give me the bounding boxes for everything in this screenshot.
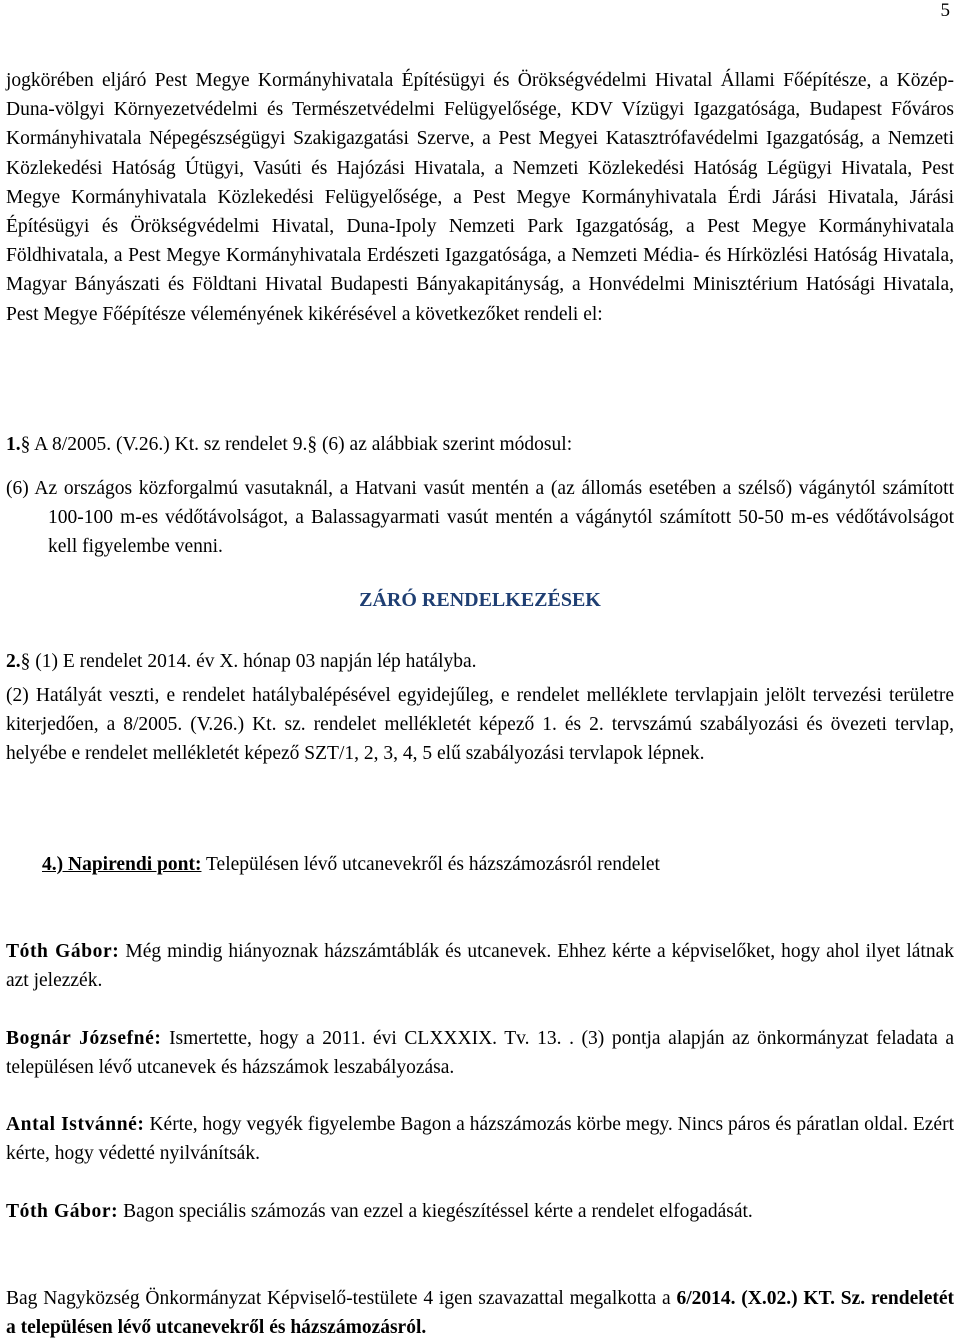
resolution [6,1284,954,1342]
section-2 [6,647,954,676]
section-2-clause-2-text: (2) Hatályát veszti, e rendelet hatálybalépésével egyidejűleg, e rendelet melléklete tervlapjain jelölt tervezési területre kiterjedően, a 8/2005. (V.26.) Kt. sz. rendelet mellékletét képező 1. és 2. tervszámú szabályozási és övezeti tervlap, helyébe e rendelet mellékletét képező SZT/1, 2, 3, 4, 5 elű szabályozási tervlapok lépnek. [6,685,954,765]
statement-4 [6,1197,954,1226]
intro-paragraph [6,66,954,329]
statement-3 [6,1110,954,1168]
section-1-text: § A 8/2005. (V.26.) Kt. sz rendelet 9.§ (6) az alábbiak szerint módosul: [20,434,573,455]
section-1-clause: (6) Az országos közforgalmú vasutaknál, a Hatvani vasút mentén a (az állomás esetében a szélső) vágánytól számított 100-100 m-es védőtávolságot, a Balassagyarmati vasút mentén a vágánytól számított 50-50 m-es védőtávolságot kell figyelembe venni. [6,478,954,558]
section-2-number: 2. [6,651,21,672]
resolution-decree: 6/2014. (X.02.) KT. Sz. rendeletét a településen lévő utcanevekről és házszámozásról. [6,1288,954,1339]
section-1 [6,430,954,459]
agenda-text: Településen lévő utcanevekről és házszámozásról rendelet [201,854,660,875]
section-2-clause-2 [6,681,954,769]
statement-2 [6,1024,954,1082]
statement-1 [6,937,954,995]
closing-provisions-heading: ZÁRÓ RENDELKEZÉSEK [359,589,601,611]
statement-text: Ismertette, hogy a 2011. évi CLXXXIX. Tv. 13. . (3) pontja alapján az önkormányzat feladata a településen lévő utcanevek és házszámok leszabályozása. [6,1028,954,1079]
intro-paragraph-text: jogkörében eljáró Pest Megye Kormányhivatala Építésügyi és Örökségvédelmi Hivatal Állami Főépítésze, a Közép-Duna-völgyi Környezetvédelmi és Természetvédelmi Felügyelősége, KDV Vízügyi Igazgatósága, Budapest Főváros Kormányhivatala Népegészségügyi Szakigazgatási Szerve, a Pest Megyei Katasztrófavédelmi Igazgatóság, a Nemzeti Közlekedési Hatóság Útügyi, Vasúti és Hajózási Hivatala, a Nemzeti Közlekedési Hatóság Légügyi Hivatala, Pest Megye Kormányhivatala Közlekedési Felügyelősége, a Pest Megye Kormányhivatala Érdi Járási Hivatala, Járási Építésügyi és Örökségvédelmi Hivatal, Duna-Ipoly Nemzeti Park Igazgatóság, a Pest Megye Kormányhivatala Földhivatala, a Pest Megye Kormányhivatala Erdészeti Igazgatósága, a Nemzeti Média- és Hírközlési Hatóság Hivatala, Magyar Bányászati és Földtani Hivatal Budapesti Bányakapitányság, a Honvédelmi Minisztérium Hatósági Hivatala, Pest Megye Főépítésze véleményének kikérésével a következőket rendeli el: [6,70,954,325]
speaker-name: Antal Istvánné: [6,1114,145,1135]
speaker-name: Tóth Gábor: [6,941,120,962]
statement-text: Még mindig hiányoznak házszámtáblák és utcanevek. Ehhez kérte a képviselőket, hogy ahol ilyet látnak azt jelezzék. [6,941,954,992]
speaker-name: Tóth Gábor: [6,1201,119,1222]
section-1-number: 1. [6,434,21,455]
agenda-label: 4.) Napirendi pont: [42,854,202,875]
agenda-item [42,850,954,879]
section-2-text: § (1) E rendelet 2014. év X. hónap 03 napján lép hatályba. [20,651,477,672]
statement-text: Bagon speciális számozás van ezzel a kiegészítéssel kérte a rendelet elfogadását. [118,1201,753,1222]
page-number: 5 [940,0,950,21]
speaker-name: Bognár Józsefné: [6,1028,162,1049]
statement-text: Kérte, hogy vegyék figyelembe Bagon a házszámozás körbe megy. Nincs páros és páratlan oldal. Ezért kérte, hogy védetté nyilvánítsák. [6,1114,954,1165]
resolution-text: Bag Nagyközség Önkormányzat Képviselő-testülete 4 igen szavazattal megalkotta a [6,1288,677,1309]
